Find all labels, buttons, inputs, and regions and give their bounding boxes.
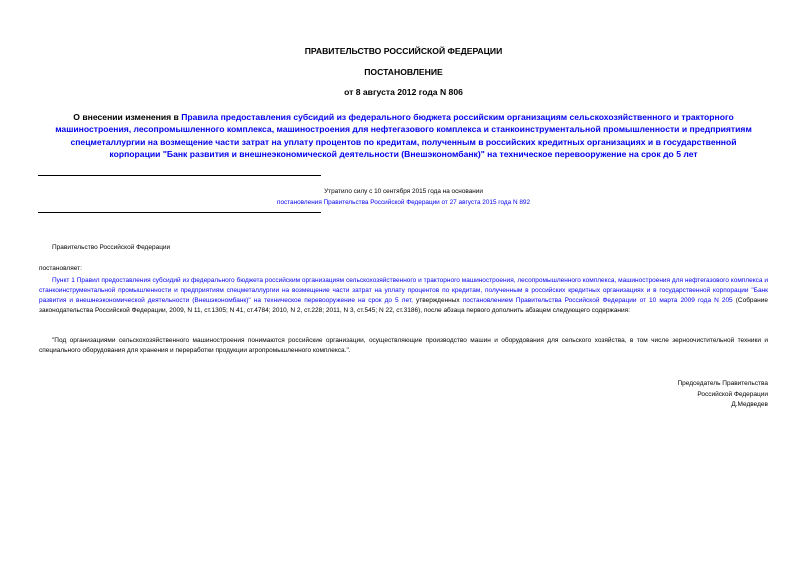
paragraph-text: (Собрание законодательства Российской Федерации, 2009, N 11, ст.1305; N 41, ст.4784; 2010, N 2, ст.228; 2011, N 3, ст.545; N 22, ст.3186), после абзаца первого дополнить абзацем следующего содержания: — [39, 297, 768, 315]
repeal-decree-link[interactable]: постановления Правительства Российской Федерации от 27 августа 2015 года N 892 — [276, 199, 531, 206]
divider-top — [38, 175, 321, 176]
decrees-label: постановляет: — [39, 265, 82, 272]
document-date-number: от 8 августа 2012 года N 806 — [344, 87, 463, 97]
repeal-note — [180, 186, 627, 208]
repeal-note-text: Утратило силу с 10 сентября 2015 года на основании — [324, 188, 483, 195]
signature-position: Председатель Правительства — [677, 380, 768, 387]
paragraph-text: утвержденных — [412, 297, 463, 305]
paragraph-amendment — [39, 276, 768, 316]
government-name: Правительство Российской Федерации — [52, 244, 171, 251]
decree-205-link[interactable]: постановлением Правительства Российской Федерации от 10 марта 2009 года N 205 — [462, 297, 733, 305]
document-heading — [50, 111, 757, 161]
divider-bottom — [38, 212, 321, 213]
paragraph-quote: "Под организациями сельскохозяйственного машиностроения понимаются российские организации, осуществляющие производство машин и оборудования для сельского хозяйства, в том числе зерноочистительной техники и специального оборудования для хранения и переработки продукции агропромышленного комплекса.". — [39, 337, 768, 355]
heading-rules-link[interactable]: Правила предоставления субсидий из федерального бюджета российским организациям сельскохозяйственного и тракторного машиностроения, лесопромышленного комплекса, машиностроения для нефтегазового комплекса и станкоинструментальной промышленности и предприятиям спецметаллургии на возмещение части затрат на уплату процентов по кредитам, полученным в российских кредитных организациях и в государственной корпорации "Банк развития и внешнеэкономической деятельности (Внешэкономбанк)" на техническое перевооружение на срок до 5 лет — [55, 112, 752, 160]
rules-clause-link[interactable]: Пункт 1 Правил предоставления субсидий из федерального бюджета российским организациям сельскохозяйственного и тракторного машиностроения, лесопромышленного комплекса, машиностроения для нефтегазового комплекса и станкоинструментальной промышленности и предприятиям спецметаллургии на возмещение части затрат на уплату процентов по кредитам, полученным в российских кредитных организациях и в государственной корпорации "Банк развития и внешнеэкономической деятельности (Внешэкономбанк)" на техническое перевооружение на срок до 5 лет, — [39, 277, 768, 305]
signature-position: Российской Федерации — [697, 390, 768, 398]
signature-block — [677, 379, 768, 411]
government-title: ПРАВИТЕЛЬСТВО РОССИЙСКОЙ ФЕДЕРАЦИИ — [304, 46, 503, 56]
heading-prefix: О внесении изменения в — [73, 112, 182, 122]
signature-name: Д.Медведев — [731, 401, 768, 409]
document-type: ПОСТАНОВЛЕНИЕ — [364, 67, 443, 77]
